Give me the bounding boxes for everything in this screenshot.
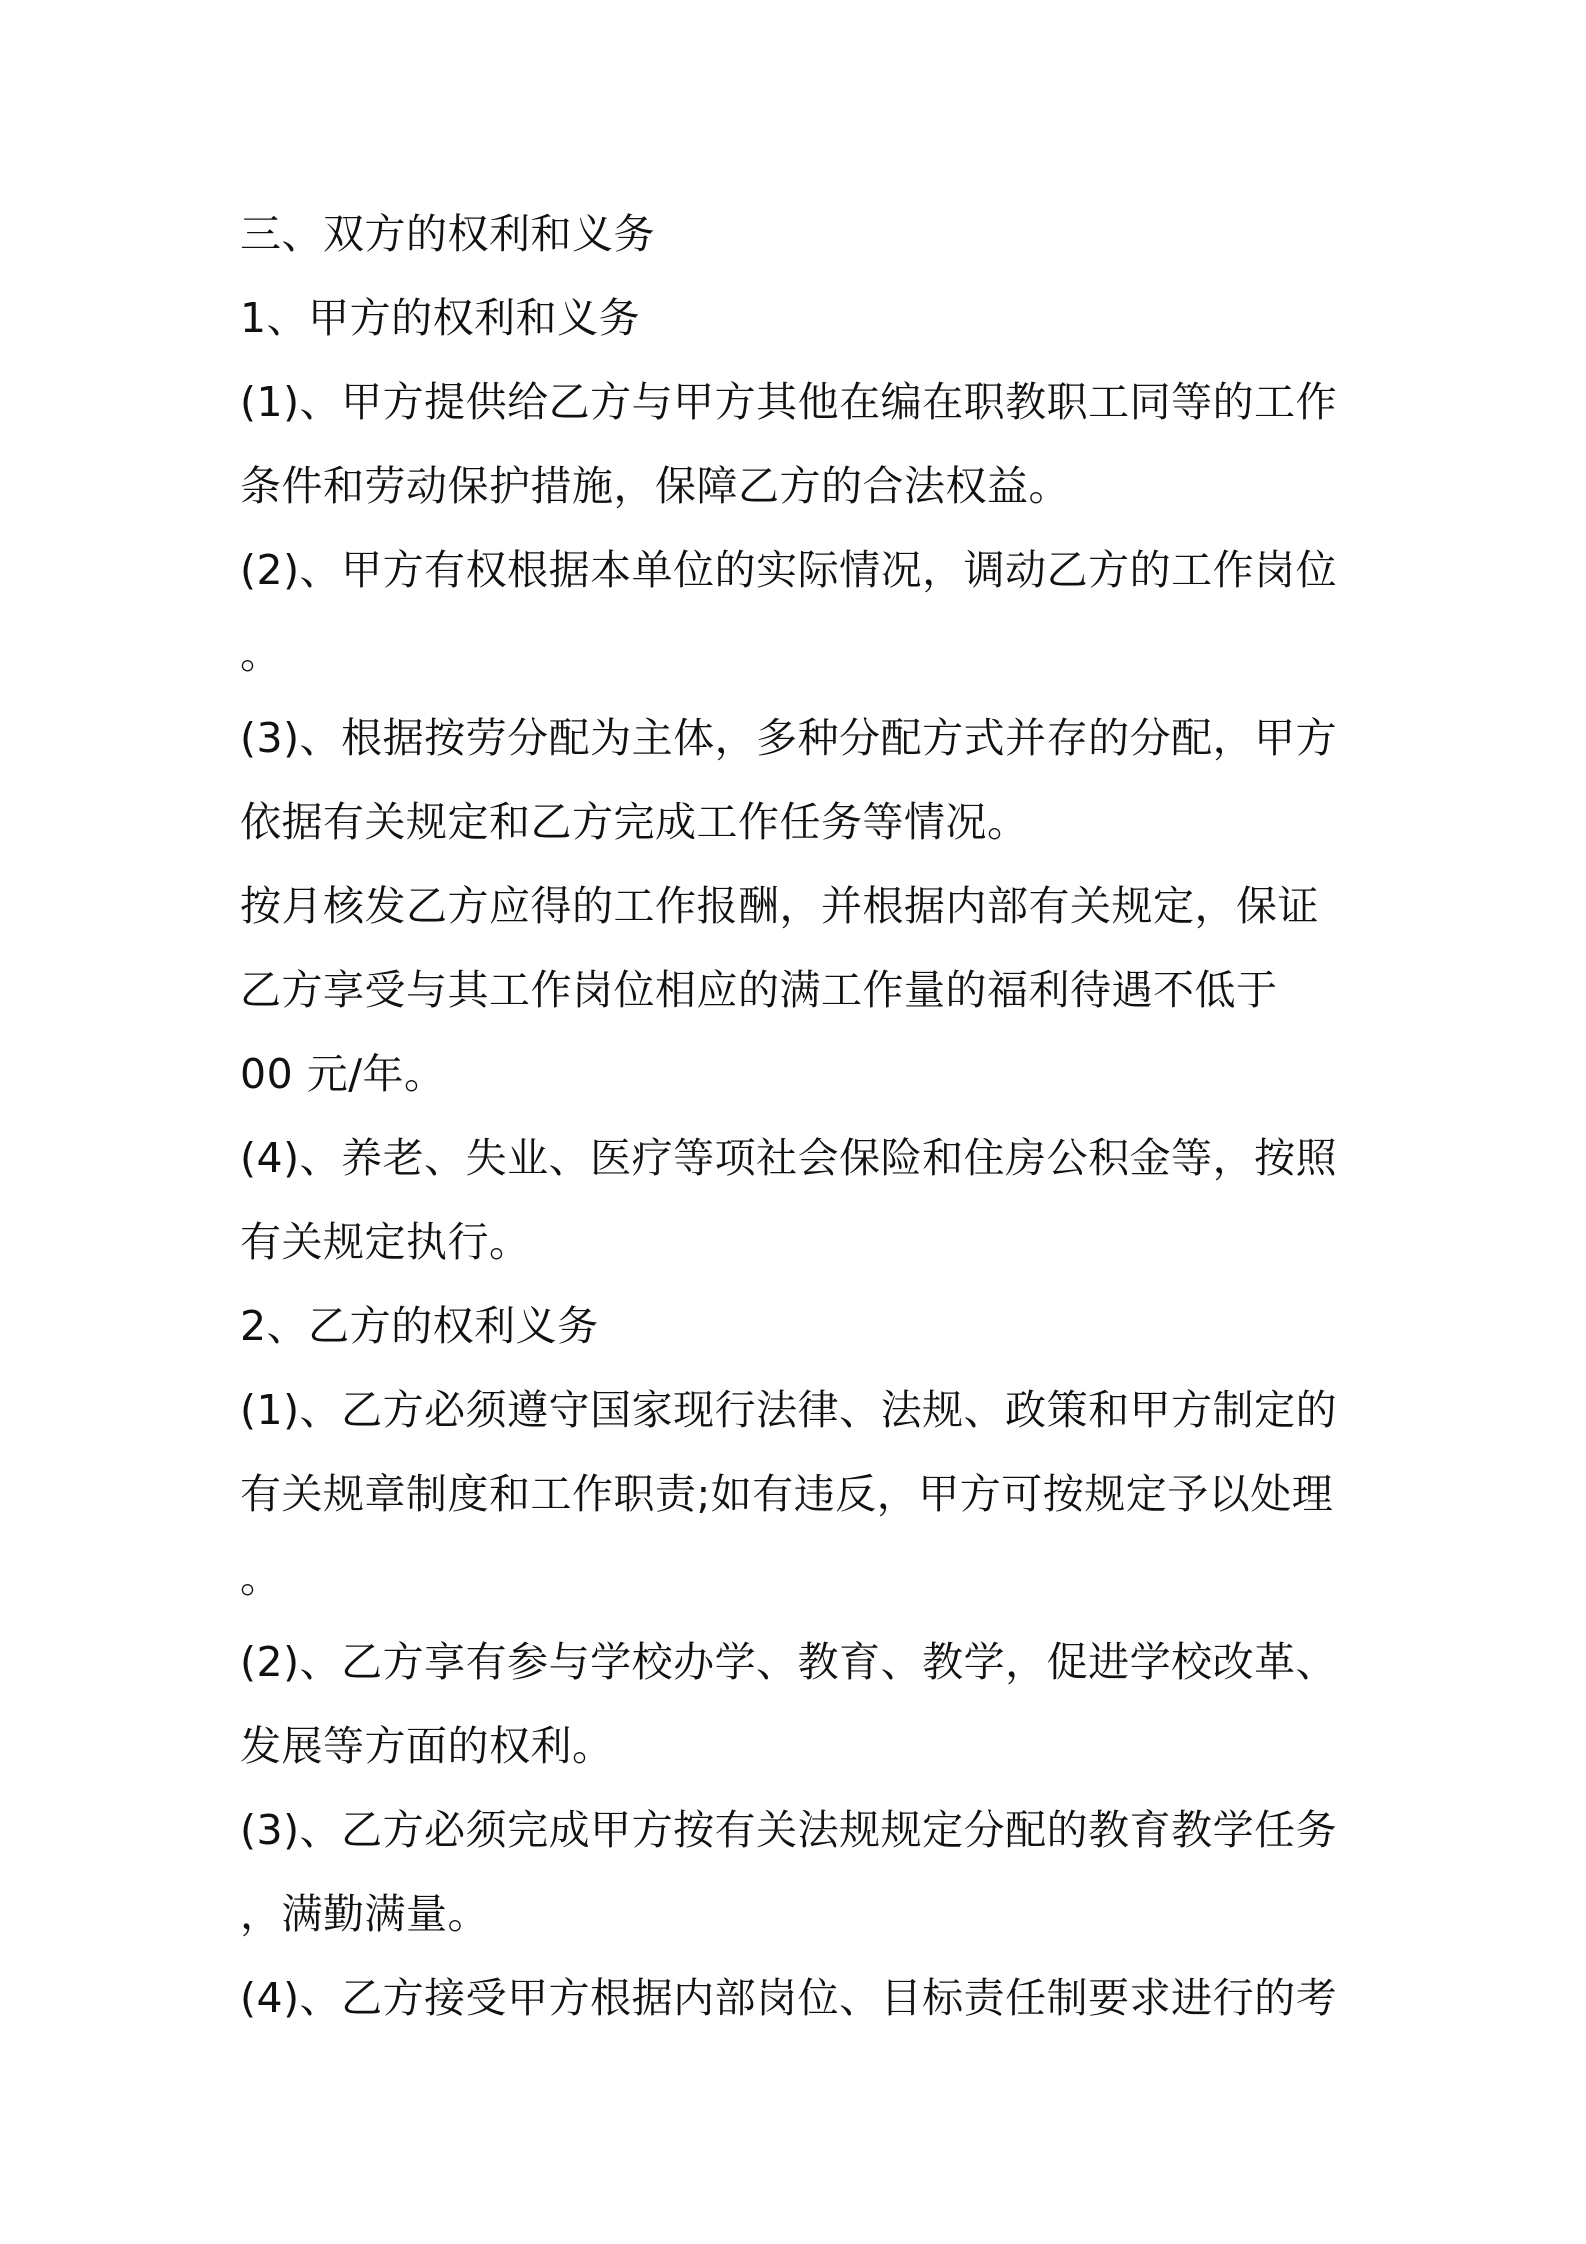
- paragraph-line: 有关规定执行。: [240, 1218, 531, 1266]
- paragraph-line: (1)、乙方必须遵守国家现行法律、法规、政策和甲方制定的: [240, 1386, 1338, 1434]
- paragraph-line: (4)、乙方接受甲方根据内部岗位、目标责任制要求进行的考: [240, 1974, 1338, 2022]
- paragraph-line: 发展等方面的权利。: [240, 1722, 614, 1770]
- paragraph-line: 条件和劳动保护措施，保障乙方的合法权益。: [240, 462, 1070, 510]
- paragraph-line: (3)、根据按劳分配为主体，多种分配方式并存的分配，甲方: [240, 714, 1338, 762]
- subsection-heading: 2、乙方的权利义务: [240, 1302, 599, 1350]
- section-heading: 三、双方的权利和义务: [240, 210, 655, 258]
- paragraph-line: (2)、甲方有权根据本单位的实际情况，调动乙方的工作岗位: [240, 546, 1338, 594]
- paragraph-line: 依据有关规定和乙方完成工作任务等情况。: [240, 798, 1029, 846]
- paragraph-line: (3)、乙方必须完成甲方按有关法规规定分配的教育教学任务: [240, 1806, 1338, 1854]
- paragraph-line: 有关规章制度和工作职责;如有违反，甲方可按规定予以处理: [240, 1470, 1334, 1518]
- subsection-heading: 1、甲方的权利和义务: [240, 294, 641, 342]
- paragraph-line: 00 元/年。: [240, 1050, 446, 1098]
- paragraph-line: 。: [240, 630, 282, 678]
- paragraph-line: ，满勤满量。: [240, 1890, 489, 1938]
- contract-text: [240, 192, 1360, 2040]
- paragraph-line: (2)、乙方享有参与学校办学、教育、教学，促进学校改革、: [240, 1638, 1338, 1686]
- paragraph-line: 乙方享受与其工作岗位相应的满工作量的福利待遇不低于: [240, 966, 1278, 1014]
- paragraph-line: 。: [240, 1554, 282, 1602]
- paragraph-line: (1)、甲方提供给乙方与甲方其他在编在职教职工同等的工作: [240, 378, 1338, 426]
- paragraph-line: 按月核发乙方应得的工作报酬，并根据内部有关规定，保证: [240, 882, 1319, 930]
- paragraph-line: (4)、养老、失业、医疗等项社会保险和住房公积金等，按照: [240, 1134, 1338, 1182]
